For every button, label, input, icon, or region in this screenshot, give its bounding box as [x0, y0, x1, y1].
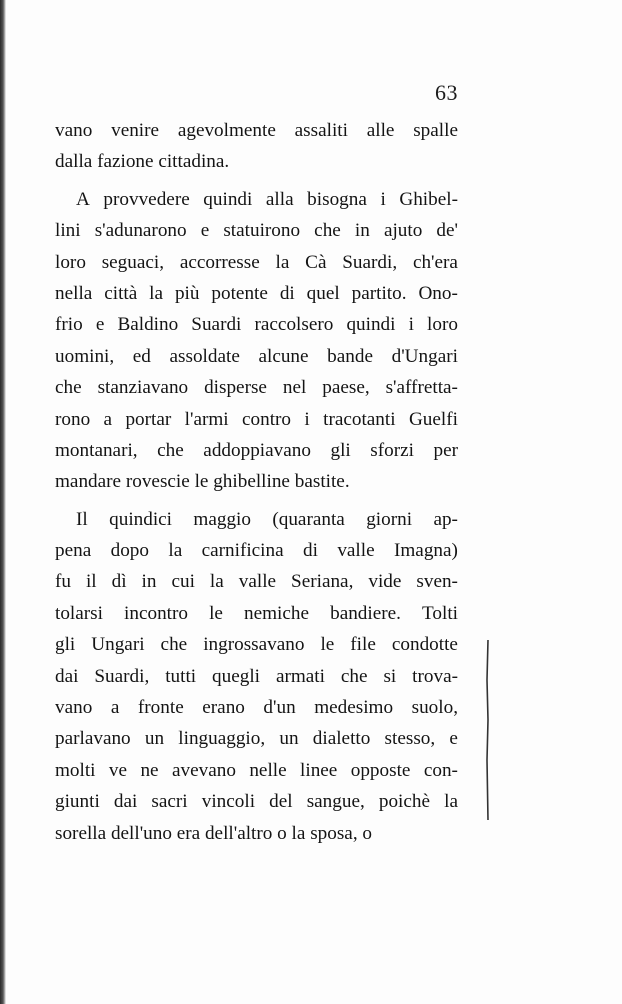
text-line: loro seguaci, accorresse la Cà Suardi, ch'era: [55, 251, 458, 273]
text-line: vano venire agevolmente assaliti alle spalle: [55, 120, 458, 141]
paragraph: [55, 184, 458, 498]
text-line: tolarsi incontro le nemiche bandiere. Tolti: [55, 602, 458, 624]
text-line: parlavano un linguaggio, un dialetto stesso, e: [55, 728, 458, 750]
text-line: giunti dai sacri vincoli del sangue, poichè la: [55, 791, 458, 813]
paragraph: [55, 504, 458, 849]
binding-edge: [0, 0, 6, 1004]
text-line: Il quindici maggio (quaranta giorni ap-: [76, 508, 458, 530]
text-line: rono a portar l'armi contro i tracotanti Guelfi: [55, 408, 458, 430]
text-line: dalla fazione cittadina.: [55, 151, 230, 173]
text-line: dai Suardi, tutti quegli armati che si trova-: [55, 665, 458, 687]
text-line: pena dopo la carnificina di valle Imagna): [55, 540, 458, 562]
text-line: gli Ungari che ingrossavano le file condotte: [55, 634, 458, 656]
text-line: nella città la più potente di quel partito. Ono-: [55, 282, 458, 304]
text-line: montanari, che addoppiavano gli sforzi per: [55, 439, 458, 461]
text-line: A provvedere quindi alla bisogna i Ghibel-: [76, 188, 458, 210]
text-line: fu il dì in cui la valle Seriana, vide sven-: [55, 571, 458, 593]
text-line: lini s'adunarono e statuirono che in ajuto de': [55, 220, 458, 242]
text-block: [55, 115, 458, 849]
text-line: vano a fronte erano d'un medesimo suolo,: [55, 697, 458, 719]
text-line: frio e Baldino Suardi raccolsero quindi i loro: [55, 314, 458, 336]
text-line: sorella dell'uno era dell'altro o la sposa, o: [55, 822, 373, 844]
paragraphs: [55, 115, 458, 849]
paragraph: [55, 115, 458, 178]
text-line: mandare rovescie le ghibelline bastite.: [55, 471, 350, 493]
text-line: uomini, ed assoldate alcune bande d'Ungari: [55, 345, 458, 367]
text-line: molti ve ne avevano nelle linee opposte con-: [55, 759, 458, 781]
page-number: 63: [435, 80, 458, 105]
text-line: che stanziavano disperse nel paese, s'affretta-: [55, 377, 458, 399]
margin-shadow-mark: [483, 640, 491, 820]
